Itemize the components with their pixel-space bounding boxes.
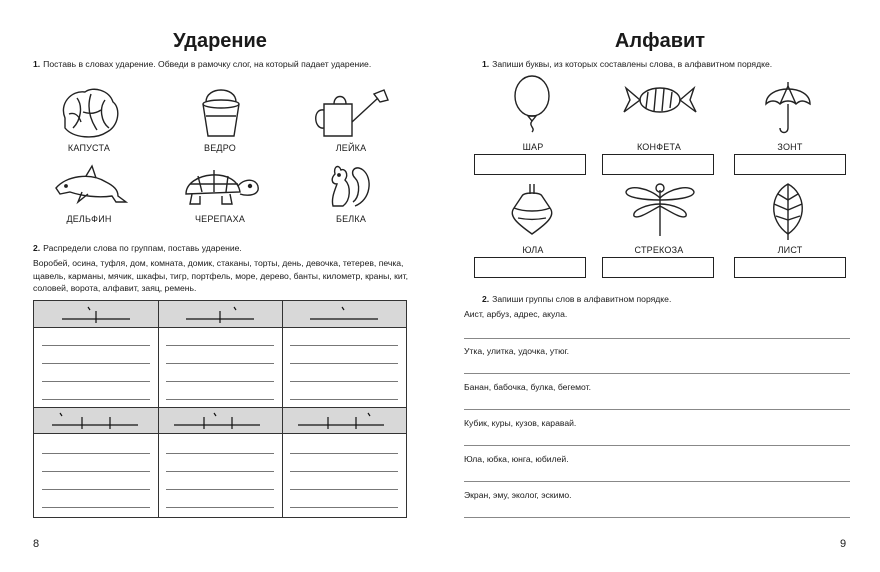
word-label: ДЕЛЬФИН — [66, 214, 112, 224]
writing-line[interactable] — [290, 507, 398, 508]
task-text: Запиши группы слов в алфавитном порядке. — [492, 294, 672, 304]
dolphin-icon — [52, 162, 128, 210]
writing-line[interactable] — [464, 373, 850, 374]
word-list: Воробей, осина, туфля, дом, комната, домик, стаканы, торты, день, девочка, тетерев, печка, щавель, карманы, мячик, шкафы, тигр, портфель, море, дерево, банты, километр, краны, кит, соловей, ворота, алфавит, заяц, ремень. — [33, 258, 409, 293]
writing-line[interactable] — [464, 481, 850, 482]
writing-line[interactable] — [42, 471, 150, 472]
writing-line[interactable] — [42, 363, 150, 364]
writing-line[interactable] — [290, 471, 398, 472]
bucket-icon — [198, 84, 244, 140]
word-label: ЛИСТ — [777, 245, 803, 255]
answer-box[interactable] — [602, 257, 714, 278]
word-label: БЕЛКА — [335, 214, 367, 224]
balloon-icon — [512, 74, 552, 134]
word-group: Экран, эму, эколог, эскимо. — [464, 490, 572, 500]
page-number: 9 — [840, 538, 847, 550]
writing-line[interactable] — [290, 489, 398, 490]
task-number: 2. — [33, 243, 41, 253]
writing-line[interactable] — [166, 507, 274, 508]
stress-scheme — [306, 305, 386, 325]
writing-line[interactable] — [166, 399, 274, 400]
word-label: ЗОНТ — [777, 142, 803, 152]
watering-can-icon — [312, 86, 390, 140]
word-group: Кубик, куры, кузов, каравай. — [464, 418, 577, 428]
task-1-instruction — [482, 58, 872, 70]
task-number: 1. — [33, 59, 41, 69]
answer-box[interactable] — [734, 154, 846, 175]
writing-line[interactable] — [42, 507, 150, 508]
task-text: Запиши буквы, из которых составлены слова, в алфавитном порядке. — [492, 59, 773, 69]
dragonfly-icon — [622, 180, 698, 240]
answer-box[interactable] — [734, 257, 846, 278]
word-label: КАПУСТА — [67, 143, 111, 153]
task-1-instruction — [33, 58, 411, 70]
page-number: 8 — [33, 538, 40, 550]
writing-line[interactable] — [290, 345, 398, 346]
writing-line[interactable] — [166, 345, 274, 346]
stress-scheme — [58, 305, 138, 325]
writing-line[interactable] — [166, 381, 274, 382]
page-title: Алфавит — [614, 30, 706, 52]
writing-line[interactable] — [464, 338, 850, 339]
writing-line[interactable] — [42, 381, 150, 382]
answer-box[interactable] — [474, 154, 586, 175]
writing-line[interactable] — [166, 363, 274, 364]
column-divider — [282, 301, 283, 517]
right-page — [440, 0, 880, 572]
writing-line[interactable] — [42, 399, 150, 400]
stress-scheme — [48, 411, 148, 431]
candy-icon — [622, 80, 698, 120]
answer-box[interactable] — [602, 154, 714, 175]
writing-line[interactable] — [166, 489, 274, 490]
word-label: СТРЕКОЗА — [634, 245, 684, 255]
word-label: ШАР — [522, 142, 544, 152]
writing-line[interactable] — [166, 453, 274, 454]
writing-line[interactable] — [290, 381, 398, 382]
cabbage-icon — [55, 84, 125, 140]
word-label: ЛЕЙКА — [335, 143, 367, 153]
writing-line[interactable] — [42, 345, 150, 346]
task-2-instruction — [33, 242, 411, 254]
writing-line[interactable] — [42, 489, 150, 490]
squirrel-icon — [325, 160, 373, 210]
task-number: 1. — [482, 59, 490, 69]
writing-line[interactable] — [290, 453, 398, 454]
task-number: 2. — [482, 294, 490, 304]
word-group: Аист, арбуз, адрес, акула. — [464, 309, 568, 319]
word-label: КОНФЕТА — [636, 142, 682, 152]
page-title: Ударение — [173, 30, 267, 52]
column-divider — [158, 301, 159, 517]
word-group: Юла, юбка, юнга, юбилей. — [464, 454, 569, 464]
word-label: ЧЕРЕПАХА — [194, 214, 246, 224]
word-group: Утка, улитка, удочка, утюг. — [464, 346, 570, 356]
task-text: Поставь в словах ударение. Обведи в рамочку слог, на который падает ударение. — [43, 59, 372, 69]
stress-scheme — [182, 305, 262, 325]
word-label: ВЕДРО — [204, 143, 236, 153]
turtle-icon — [178, 160, 264, 210]
writing-line[interactable] — [166, 471, 274, 472]
grouping-table — [33, 300, 407, 518]
task-text: Распредели слова по группам, поставь ударение. — [43, 243, 242, 253]
answer-box[interactable] — [474, 257, 586, 278]
stress-scheme — [170, 411, 270, 431]
stress-scheme — [294, 411, 394, 431]
word-label: ЮЛА — [522, 245, 544, 255]
word-group: Банан, бабочка, булка, бегемот. — [464, 382, 592, 392]
writing-line[interactable] — [42, 453, 150, 454]
spinning-top-icon — [506, 182, 558, 240]
leaf-icon — [766, 180, 810, 242]
writing-line[interactable] — [290, 363, 398, 364]
task-2-instruction — [482, 293, 872, 305]
umbrella-icon — [762, 76, 814, 136]
writing-line[interactable] — [464, 409, 850, 410]
writing-line[interactable] — [464, 517, 850, 518]
writing-line[interactable] — [464, 445, 850, 446]
writing-line[interactable] — [290, 399, 398, 400]
